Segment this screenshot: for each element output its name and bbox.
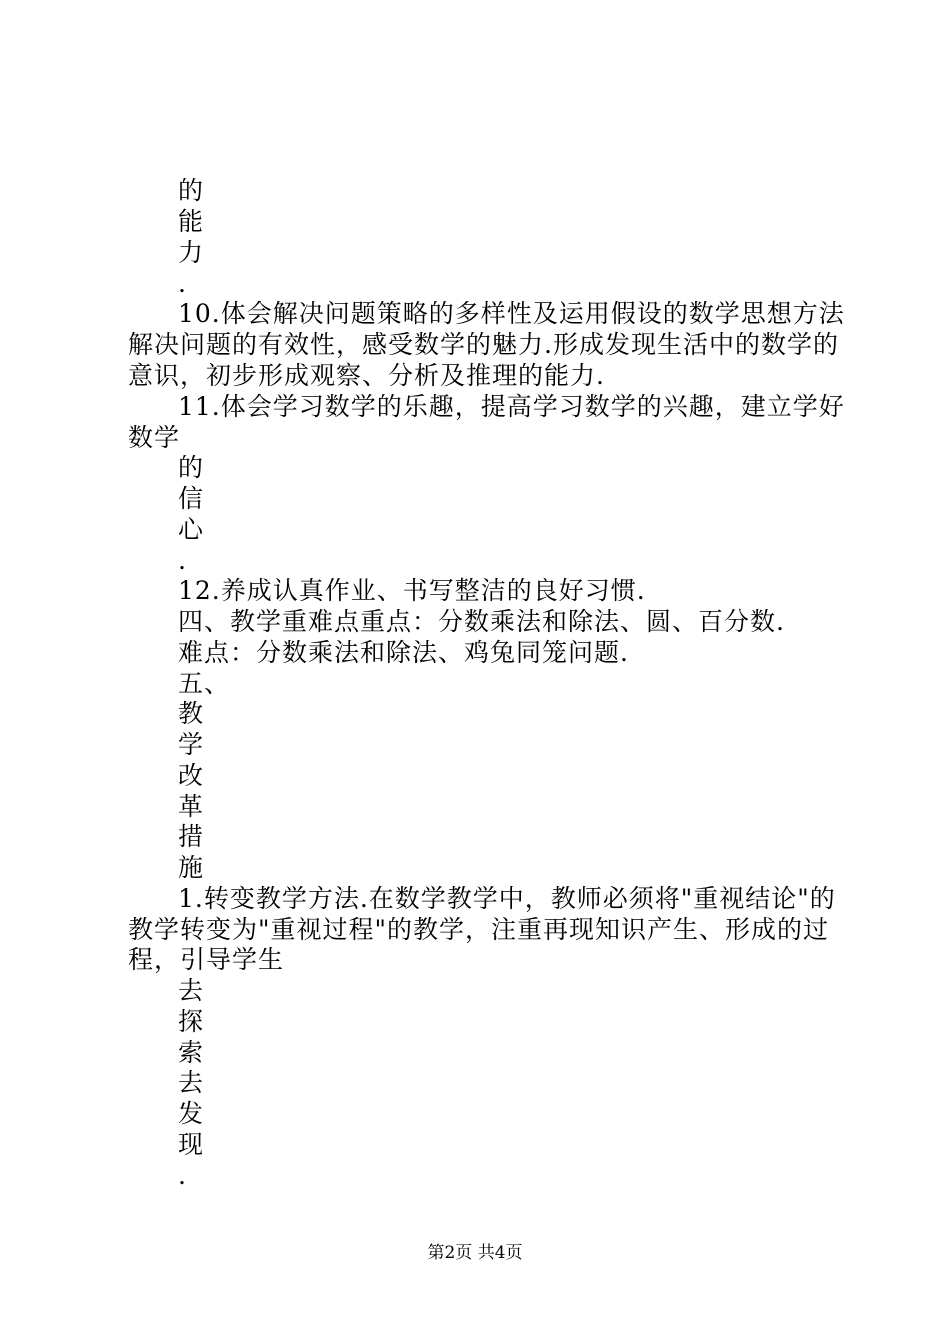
page-number-footer: 第2页 共4页 [427,1243,523,1263]
text-line: 程，引导学生 [128,945,285,974]
text-line: 探 [178,1007,205,1036]
text-line: 发 [178,1099,205,1128]
text-line: 教学转变为"重视过程"的教学，注重再现知识产生、形成的过 [128,915,830,944]
text-line: 革 [178,792,205,821]
text-line: 信 [178,484,205,513]
text-line: . [178,1161,187,1190]
text-line: 12.养成认真作业、书写整洁的良好习惯. [178,576,646,605]
text-line: 措 [178,822,205,851]
text-line: 五、 [178,669,231,698]
text-line: . [178,269,187,298]
text-line: 能 [178,207,205,236]
text-line: 现 [178,1130,205,1159]
text-line: 索 [178,1038,205,1067]
text-line: 解决问题的有效性，感受数学的魅力.形成发现生活中的数学的 [128,330,839,359]
text-line: 意识，初步形成观察、分析及推理的能力. [128,361,605,390]
text-line: 四、教学重难点重点：分数乘法和除法、圆、百分数. [178,607,785,636]
text-line: 去 [178,1068,205,1097]
text-line: 的 [178,453,205,482]
text-line: 教 [178,699,205,728]
text-line: 学 [178,730,205,759]
text-line: 数学 [128,423,181,452]
text-line: 心 [178,515,205,544]
text-line: 10.体会解决问题策略的多样性及运用假设的数学思想方法 [178,299,845,328]
text-line: 去 [178,976,205,1005]
text-line: 的 [178,176,205,205]
text-line: 力 [178,238,205,267]
text-line: 1.转变教学方法.在数学教学中，教师必须将"重视结论"的 [178,884,836,913]
text-line: 改 [178,761,205,790]
text-line: 11.体会学习数学的乐趣，提高学习数学的兴趣，建立学好 [178,392,845,421]
text-line: . [178,546,187,575]
text-line: 难点：分数乘法和除法、鸡兔同笼问题. [178,638,629,667]
text-line: 施 [178,853,205,882]
